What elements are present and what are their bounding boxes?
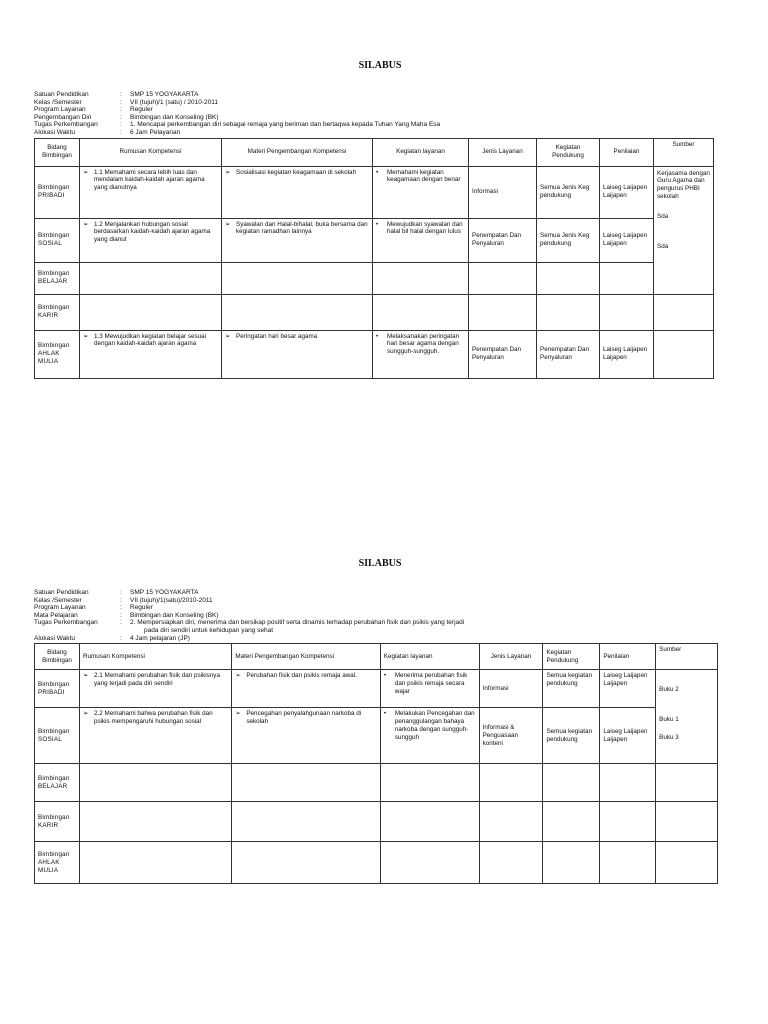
dot-bullet-icon: • [376, 220, 379, 228]
meta-value-continued: pada diri sendiri untuk kehidupan yang sehat [144, 626, 274, 634]
meta-value: 1. Mencapai perkembangan diri sebagai remaja yang beriman dan bertaqwa kepada Tuhan Yang Maha Esa [130, 121, 441, 129]
meta-key: Kelas /Semester [34, 98, 82, 106]
materi-cell: ➢ Sosialisasi kegiatan keagamaan di sekolah [222, 166, 373, 218]
meta-key: Alokasi Waktu [34, 128, 75, 136]
penilaian-cell: Laiseg Laijapen Laijapen [600, 670, 656, 708]
jenis-cell: Informasi [469, 166, 537, 218]
silabus-1-table [34, 138, 714, 379]
silabus-1-title: SILABUS [358, 60, 402, 71]
sumber-item: Buku 2 [659, 685, 679, 693]
meta-value: VII (tujuh)/1 (satu) / 2010-2011 [130, 98, 219, 106]
header-bidang: Bidang Bimbingan [35, 644, 80, 670]
jenis-cell: Penempatan Dan Penyaluran [469, 330, 537, 378]
bidang-cell: Bimbingan AHLAK MULIA [35, 842, 80, 884]
meta-value: 4 Jam pelajaran (JP) [130, 634, 190, 642]
header-jenis: Jenis Layanan [479, 644, 543, 670]
table-row [35, 330, 714, 378]
header-sumber: Sumber [654, 138, 714, 166]
sumber-item: Kerjasama dengan Guru Agama dan pengurus PHBI sekolah [657, 169, 710, 200]
bidang-cell: Bimbingan BELAJAR [35, 764, 80, 802]
header-penilaian: Penilaian [600, 138, 654, 166]
meta-value: SMP 15 YOGYAKARTA [130, 91, 199, 98]
arrow-bullet-icon: ➢ [235, 710, 241, 718]
header-kegiatan: Kegiatan layanan [373, 138, 469, 166]
arrow-bullet-icon: ➢ [82, 710, 89, 718]
jenis-cell: Informasi & Penguasaan konteni [479, 708, 543, 764]
arrow-bullet-icon: ➢ [225, 168, 231, 176]
meta-value: 2. Mempersiapkan diri, menerima dan bersikap positif serta dinamis terhadap perubahan fisik dan psikis yang terjadi [130, 619, 465, 627]
arrow-bullet-icon: ➢ [83, 220, 89, 228]
pendukung-cell: Semua Jenis Keg pendukung [537, 166, 600, 218]
meta-key: Mata Pelajaran [34, 611, 78, 619]
kompetensi-cell: ➢ 1.1 Memahami secara lebih luas dan mendalam kaidah-kaidah ajaran agama yang dianutnya [80, 166, 222, 218]
sumber-cell [654, 166, 714, 294]
silabus-1-meta: Satuan Pendidikan : SMP 15 YOGYAKARTA Kelas /Semester : VII (tujuh)/1 (satu) / 2010-2011 Program Layanan : Reguler Pengembangan Diri : Bimbingan dan Konseling (BK) Tugas Perkembangan : 1. Mencapai perkembangan diri sebagai remaja yang beriman dan bertaqwa kepada Tuhan Yang Maha Esa Alokasi Waktu : 6 Jam Pelayanan [34, 91, 718, 137]
meta-value: Bimbingan dan Konseling (BK) [130, 113, 219, 121]
penilaian-cell: Laiseg Laijapen Laijapen [600, 708, 656, 764]
meta-key: Tugas Perkembangan [34, 619, 98, 627]
silabus-1 [28, 60, 718, 379]
penilaian-cell: Laiseg Laijapen Laijapen [600, 330, 654, 378]
silabus-2-title: SILABUS [358, 558, 402, 569]
silabus-2-table [34, 643, 718, 884]
materi-cell: ➢ Pencegahan penyalahgunaan narkoba di sekolah [232, 708, 380, 764]
table-row [35, 218, 714, 262]
bidang-cell: Bimbingan PRIBADI [35, 670, 80, 708]
header-penilaian: Penilaian [600, 644, 656, 670]
meta-value: Bimbingan dan Konseling (BK) [130, 611, 219, 619]
meta-value: Reguler [130, 106, 153, 114]
header-pendukung: Kegiatan Pendukung [537, 138, 600, 166]
bidang-cell: Bimbingan KARIR [35, 802, 80, 842]
meta-value: 6 Jam Pelayanan [130, 128, 181, 136]
table-row [35, 166, 714, 218]
table-row [35, 802, 718, 842]
kompetensi-cell: ➢ 2.2 Memahami bahwa perubahan fisik dan psikis mempengaruhi hubungan sosial [79, 708, 231, 764]
meta-key: Alokasi Waktu [34, 634, 75, 642]
dot-bullet-icon: • [383, 672, 387, 680]
meta-key: Tugas Perkembangan [34, 121, 98, 129]
bidang-cell: Bimbingan AHLAK MULIA [35, 330, 80, 378]
arrow-bullet-icon: ➢ [235, 672, 241, 680]
bidang-cell: Bimbingan SOSIAL [35, 708, 80, 764]
penilaian-cell: Laiseg Laijapen Laijapen [600, 218, 654, 262]
sumber-item: Buku 3 [659, 733, 679, 741]
sumber-item: Sda [657, 242, 669, 250]
sumber-item: Sda [657, 212, 669, 220]
meta-value: Reguler [130, 604, 153, 612]
kegiatan-cell: • Memahami kegiatan keagamaan dengan benar [373, 166, 469, 218]
header-kompetensi: Rumusan Kompetensi [80, 138, 222, 166]
kompetensi-cell: ➢ 1.2 Menjalankan hubungan sosial berdasarkan kaidah-kaidah ajaran agama yang dianut [80, 218, 222, 262]
dot-bullet-icon: • [383, 710, 387, 718]
kegiatan-cell: • Menerima perubahan fisik dan psikis remaja secara wajar [380, 670, 479, 708]
kegiatan-cell: • Mewujudkan syawalan dan halal bil halal dengan lulus [373, 218, 469, 262]
meta-key: Program Layanan [34, 106, 86, 114]
header-jenis: Jenis Layanan [469, 138, 537, 166]
table-row [35, 842, 718, 884]
kompetensi-cell: ➢ 1.3 Mewujudkan kegiatan belajar sesuai dengan kaidah-kaidah ajaran agama [80, 330, 222, 378]
pendukung-cell: Semua Jenis Keg pendukung [537, 218, 600, 262]
materi-cell: ➢ Syawalan dan Halal-bihalal, buka bersama dan kegiatan ramadhan lainnya [222, 218, 373, 262]
dot-bullet-icon: • [376, 332, 379, 340]
pendukung-cell: Semua kegiatan pendukung [543, 708, 600, 764]
silabus-2 [28, 558, 718, 884]
meta-value: VII (tujuh)/1(satu)/2010-2011 [130, 596, 213, 604]
table-row [35, 708, 718, 764]
arrow-bullet-icon: ➢ [83, 168, 89, 176]
jenis-cell: Informasi [479, 670, 543, 708]
table-row [35, 262, 714, 294]
table-row [35, 670, 718, 708]
meta-key: Satuan Pendidikan [34, 91, 89, 98]
arrow-bullet-icon: ➢ [225, 332, 231, 340]
header-bidang: Bidang Bimbingan [35, 138, 80, 166]
kegiatan-cell: • Melaksanakan peringatan hari besar agama dengan sungguh-sungguh. [373, 330, 469, 378]
penilaian-cell: Laiseg Laijapen Laijapen [600, 166, 654, 218]
jenis-cell: Penempatan Dan Penyaluran [469, 218, 537, 262]
bidang-cell: Bimbingan SOSIAL [35, 218, 80, 262]
meta-value: SMP 15 YOGYAKARTA [130, 589, 199, 596]
sumber-item: Buku 1 [659, 715, 679, 723]
arrow-bullet-icon: ➢ [82, 672, 89, 680]
arrow-bullet-icon: ➢ [83, 332, 89, 340]
header-materi: Materi Pengembangan Kompetensi [232, 644, 380, 670]
header-pendukung: Kegiatan Pendukung [543, 644, 600, 670]
table-row [35, 764, 718, 802]
meta-key: Satuan Pendidikan [34, 589, 89, 596]
header-kegiatan: Kegiatan layanan [380, 644, 479, 670]
bidang-cell: Bimbingan PRIBADI [35, 166, 80, 218]
header-sumber: Sumber [656, 644, 718, 670]
arrow-bullet-icon: ➢ [225, 220, 231, 228]
header-kompetensi: Rumusan Kompetensi [79, 644, 231, 670]
silabus-2-meta: Satuan Pendidikan : SMP 15 YOGYAKARTA Kelas /Semester : VII (tujuh)/1(satu)/2010-2011 Program Layanan : Reguler Mata Pelajaran : Bimbingan dan Konseling (BK) Tugas Perkembangan : 2. Mempersiapkan diri, menerima dan bersikap positif serta dinamis terhadap perubahan fisik dan psikis yang terjadi pada diri sendiri untuk kehidupan yang sehat Alokasi Waktu : 4 Jam pelajaran (JP) [34, 589, 718, 642]
dot-bullet-icon: • [376, 168, 379, 176]
bidang-cell: Bimbingan KARIR [35, 294, 80, 330]
pendukung-cell: Semua kegiatan pendukung [543, 670, 600, 708]
table-row [35, 294, 714, 330]
bidang-cell: Bimbingan BELAJAR [35, 262, 80, 294]
kegiatan-cell: • Melakukan Pencegahan dan penanggulangan bahaya narkoba dengan sungguh-sungguh [380, 708, 479, 764]
header-materi: Materi Pengembangan Kompetensi [222, 138, 373, 166]
meta-key: Program Layanan [34, 604, 86, 612]
kompetensi-cell: ➢ 2.1 Memahami perubahan fisik dan psikisnya yang terjadi pada diri sendiri [79, 670, 231, 708]
sumber-cell [656, 670, 718, 764]
pendukung-cell: Penempatan Dan Penyaluran [537, 330, 600, 378]
meta-key: Kelas /Semester [34, 596, 82, 604]
materi-cell: ➢ Peringatan hari besar agama [222, 330, 373, 378]
meta-key: Pengembangan Diri [34, 113, 92, 121]
materi-cell: ➢ Perubahan fisik dan psikis remaja awal. [232, 670, 380, 708]
